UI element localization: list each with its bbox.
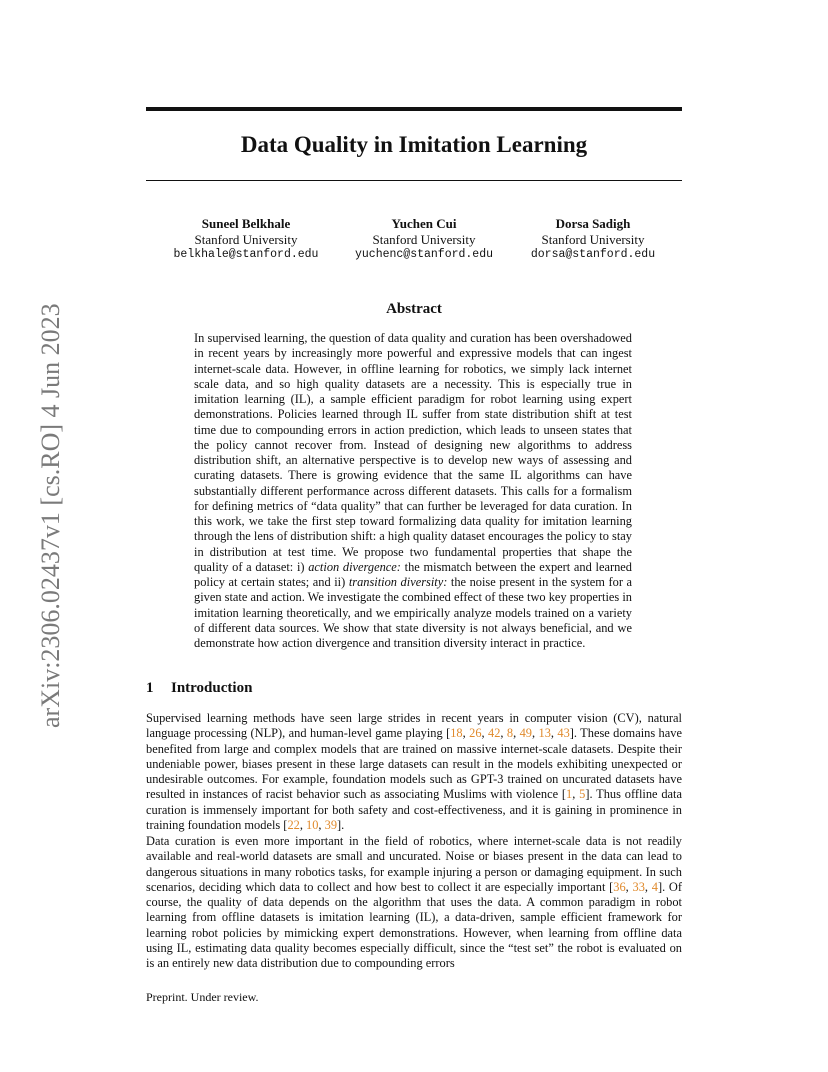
- author-email: belkhale@stanford.edu: [173, 248, 319, 261]
- citation-link[interactable]: 26: [469, 726, 482, 741]
- citation-link[interactable]: 8: [506, 726, 514, 741]
- paragraph-text: ]. Thus offline data curation is immensely important for both safety and cost-effectiveness, and it is gaining in prominence in training foundation models [: [146, 787, 682, 832]
- citation-link[interactable]: 49: [519, 726, 532, 741]
- section-number: 1: [146, 680, 154, 696]
- paragraph-text: ]. Of course, the quality of data depends on the algorithm that uses the data. A common paradigm in robot learning from offline datasets is imitation learning (IL), a data-driven, sample efficient framework for learning robot policies by mimicking expert demonstrations. However, when learning from offline data using IL, estimating data quality becomes especially difficult, since the “test set” the robot is evaluated on is an entirely new data distribution due to compounding errors: [146, 879, 682, 970]
- author-affiliation: Stanford University: [194, 231, 298, 247]
- paper-title: Data Quality in Imitation Learning: [240, 132, 588, 157]
- citation-link[interactable]: 33: [632, 879, 645, 894]
- citation-link[interactable]: 4: [651, 879, 658, 894]
- section-heading-introduction: [146, 678, 682, 698]
- author-block: [518, 216, 668, 263]
- arxiv-identifier-stamp: arXiv:2306.02437v1 [cs.RO] 4 Jun 2023: [36, 303, 65, 728]
- citation-link[interactable]: 10: [306, 817, 319, 832]
- paragraph-text: Supervised learning methods have seen large strides in recent years in computer vision (CV), natural language processing (NLP), and human-level game playing [: [146, 711, 682, 741]
- citation-link[interactable]: 1: [566, 787, 573, 802]
- citation-link[interactable]: 39: [324, 817, 338, 832]
- intro-paragraph-2: Data curation is even more important in the field of robotics, where internet-scale data is not readily available and real-world datasets are small and uncurated. Noise or biases present in the data can lead to dangerous situations in many robotics tasks, for example injuring a person or damaging equipment. In such scenarios, deciding which data to collect and how best to collect it are especially important [36, 33, 4]. Of course, the quality of data depends on the algorithm that uses the data. A common paradigm in robot learning from offline datasets is imitation learning (IL), a data-driven, sample efficient framework for learning robot policies by mimicking expert demonstrations. However, when learning from offline data using IL, estimating data quality becomes especially difficult, since the “test set” the robot is evaluated on is an entirely new data distribution due to compounding errors: [146, 834, 682, 970]
- citation-link[interactable]: 42: [488, 726, 501, 741]
- title-rule-top: [146, 107, 682, 111]
- citation-link[interactable]: 5: [579, 787, 586, 802]
- author-block: [166, 216, 326, 263]
- citation-link[interactable]: 43: [557, 726, 570, 741]
- footer-note: Preprint. Under review.: [146, 990, 259, 1004]
- author-name: Dorsa Sadigh: [555, 216, 631, 231]
- citation-link[interactable]: 18: [450, 726, 463, 741]
- author-affiliation: Stanford University: [541, 231, 645, 247]
- abstract-text: the mismatch between the expert and learned policy at certain states; and ii): [194, 559, 632, 589]
- abstract-heading: Abstract: [386, 301, 442, 317]
- citation-link[interactable]: 22: [287, 817, 300, 832]
- author-name: Suneel Belkhale: [201, 216, 291, 231]
- author-block: [344, 216, 504, 263]
- abstract-term-transition-diversity: transition diversity:: [348, 575, 448, 589]
- author-name: Yuchen Cui: [391, 216, 457, 231]
- abstract-term-action-divergence: action divergence:: [308, 559, 401, 574]
- paragraph-text: Data curation is even more important in the field of robotics, where internet-scale data is not readily available and real-world datasets are small and uncurated. Noise or biases present in the data can lead to dangerous situations in many robotics tasks, for example injuring a person or damaging equipment. In such scenarios, deciding which data to collect and how best to collect it are especially important [: [146, 834, 682, 894]
- author-affiliation: Stanford University: [372, 231, 476, 247]
- author-email: dorsa@stanford.edu: [530, 248, 656, 261]
- title-rule-bottom: [146, 180, 682, 181]
- citation-link[interactable]: 13: [538, 726, 551, 741]
- paragraph-text: ]. These domains have benefited from large and complex models that are trained on massive internet-scale datasets. Despite their undeniable power, biases present in these large datasets can result in the models exhibiting unexpected or undesirable outcomes. For example, foundation models such as GPT-3 trained on uncurated datasets have resulted in instances of racist behavior such as associating Muslims with violence [: [146, 726, 682, 802]
- section-title: Introduction: [171, 680, 253, 696]
- citation-link[interactable]: 36: [613, 879, 626, 894]
- abstract-body: [194, 331, 632, 651]
- author-email: yuchenc@stanford.edu: [354, 248, 494, 261]
- abstract-text: the noise present in the system for a given state and action. We investigate the combined effect of these two key properties in imitation learning theoretically, and we empirically analyze models trained on a variety of different data sources. We show that state diversity is not always beneficial, and we demonstrate how action divergence and transition diversity interact in practice.: [194, 575, 632, 650]
- paragraph-text: ].: [337, 817, 345, 832]
- intro-paragraph-1: Supervised learning methods have seen large strides in recent years in computer vision (CV), natural language processing (NLP), and human-level game playing [18, 26, 42, 8, 49, 13, 43]. These domains have benefited from large and complex models that are trained on massive internet-scale datasets. Despite their undeniable power, biases present in these large datasets can result in the models exhibiting unexpected or undesirable outcomes. For example, foundation models such as GPT-3 trained on uncurated datasets have resulted in instances of racist behavior such as associating Muslims with violence [1, 5]. Thus offline data curation is immensely important for both safety and cost-effectiveness, and it is gaining in prominence in training foundation models [22, 10, 39].: [146, 711, 682, 832]
- abstract-text: In supervised learning, the question of data quality and curation has been overshadowed in recent years by increasingly more powerful and expressive models that can ingest internet-scale data. However, in offline learning for robotics, we simply lack internet scale data, and so high quality datasets are a necessity. This is especially true in imitation learning (IL), a sample efficient paradigm for robot learning using expert demonstrations. Policies learned through IL suffer from state distribution shift at test time due to compounding errors in action prediction, which leads to unseen states that the policy cannot recover from. Instead of designing new algorithms to address distribution shift, an alternative perspective is to develop new ways of assessing and curating datasets. There is growing evidence that the same IL algorithms can have substantially different performance across different datasets. This calls for a formalism for defining metrics of “data quality” that can further be leveraged for data curation. In this work, we take the first step toward formalizing data quality for imitation learning through the lens of distribution shift: a high quality dataset encourages the policy to stay in distribution at test time. We propose two fundamental properties that shape the quality of a dataset: i): [194, 331, 632, 574]
